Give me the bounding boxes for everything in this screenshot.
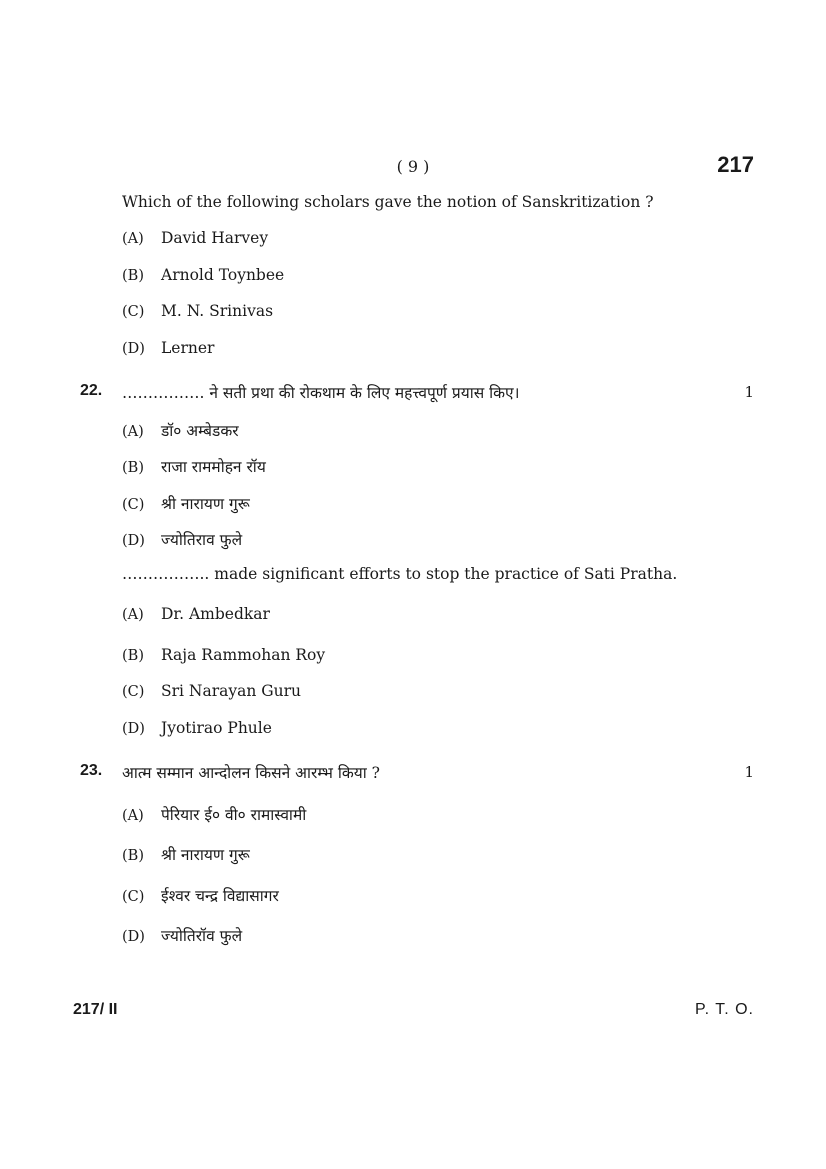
- option-label: (A): [122, 607, 144, 623]
- q22-hi-option-b: [122, 455, 266, 477]
- option-label: (B): [122, 268, 144, 284]
- question-23-marks: 1: [744, 763, 754, 781]
- option-label: (B): [122, 848, 144, 864]
- q21-option-c: [122, 302, 273, 320]
- option-label: (A): [122, 231, 144, 247]
- q22-hi-option-a: [122, 419, 239, 441]
- question-23-hindi-text: आत्म सम्मान आन्दोलन किसने आरम्भ किया ?: [122, 764, 380, 782]
- option-text: David Harvey: [161, 229, 269, 247]
- option-text: श्री नारायण गुरू: [161, 846, 250, 864]
- option-label: (D): [122, 533, 145, 549]
- option-text: ईश्वर चन्द्र विद्यासागर: [161, 887, 279, 905]
- option-text: श्री नारायण गुरू: [161, 495, 250, 513]
- question-22-english-text: …………….. made significant efforts to stop the practice of Sati Pratha.: [122, 565, 678, 583]
- footer-pto: P. T. O.: [695, 1001, 754, 1018]
- q22-en-option-b: [122, 646, 325, 664]
- q22-en-option-d: [122, 719, 272, 737]
- q23-hi-option-c: [122, 884, 279, 906]
- option-text: Raja Rammohan Roy: [161, 646, 326, 664]
- q21-option-a: [122, 229, 268, 247]
- q23-hi-option-b: [122, 843, 250, 865]
- option-text: Dr. Ambedkar: [161, 605, 270, 623]
- q21-option-d: [122, 339, 214, 357]
- q23-hi-option-d: [122, 924, 242, 946]
- option-text: पेरियार ई० वी० रामास्वामी: [161, 806, 307, 824]
- option-label: (A): [122, 808, 144, 824]
- question-22-marks: 1: [744, 383, 754, 401]
- option-text: ज्योतिराव फुले: [161, 531, 243, 549]
- option-text: M. N. Srinivas: [161, 302, 274, 320]
- option-label: (D): [122, 721, 145, 737]
- q21-option-b: [122, 266, 284, 284]
- paper-code: 217: [717, 152, 754, 177]
- option-text: Sri Narayan Guru: [161, 682, 302, 700]
- option-text: राजा राममोहन रॉय: [161, 458, 266, 476]
- option-label: (A): [122, 424, 144, 440]
- question-21-english-text: Which of the following scholars gave the notion of Sanskritization ?: [122, 193, 654, 211]
- option-text: Jyotirao Phule: [161, 719, 272, 737]
- option-label: (C): [122, 889, 145, 905]
- q22-en-option-a: [122, 605, 270, 623]
- option-label: (D): [122, 341, 145, 357]
- question-22-hindi-text: ……………. ने सती प्रथा की रोकथाम के लिए महत्त्वपूर्ण प्रयास किए।: [122, 384, 520, 402]
- q22-en-option-c: [122, 682, 301, 700]
- option-text: Lerner: [161, 339, 215, 357]
- question-22-number: 22.: [80, 382, 103, 399]
- q23-hi-option-a: [122, 803, 306, 825]
- option-text: ज्योतिरॉव फुले: [161, 927, 243, 945]
- page-number: ( 9 ): [396, 157, 430, 176]
- q22-hi-option-c: [122, 492, 250, 514]
- option-text: डॉ० अम्बेडकर: [161, 422, 239, 440]
- option-label: (C): [122, 497, 145, 513]
- option-text: Arnold Toynbee: [161, 266, 285, 284]
- question-23-number: 23.: [80, 762, 103, 779]
- footer-paper-code: 217/ II: [73, 1001, 118, 1018]
- option-label: (C): [122, 304, 145, 320]
- q22-hi-option-d: [122, 528, 242, 550]
- option-label: (D): [122, 929, 145, 945]
- option-label: (C): [122, 684, 145, 700]
- option-label: (B): [122, 648, 144, 664]
- option-label: (B): [122, 460, 144, 476]
